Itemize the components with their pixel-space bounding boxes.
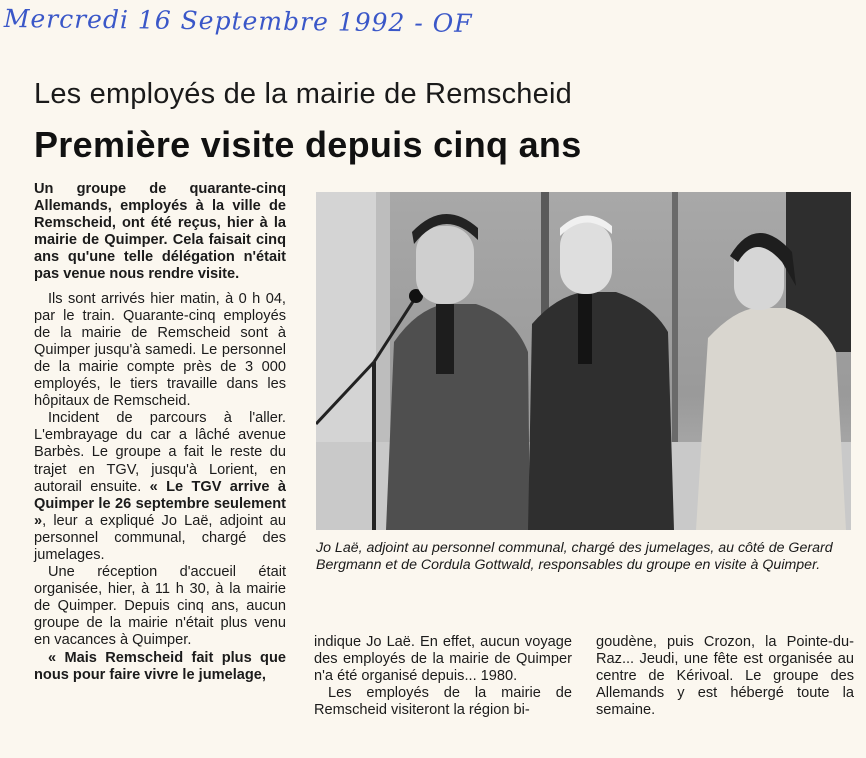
quote-tgv: « Le TGV arrive à Quimper le 26 septembre seulement » xyxy=(34,478,286,529)
article-lead: Un groupe de quarante-cinq Allemands, employés à la ville de Remscheid, ont été reçus, hier à la mairie de Quimper. Cela faisait cinq ans qu'une telle délégation n'était pas venue nous rendre visite. xyxy=(34,181,286,283)
paragraph-arrival: Ils sont arrivés hier matin, à 0 h 04, par le train. Quarante-cinq employés de la mairie de Remscheid sont à Quimper jusqu'à samedi. Le personnel de la mairie compte près de 3 000 employés, le tiers travaille dans les hôpitaux de Remscheid. xyxy=(34,290,286,410)
column-1 xyxy=(34,181,286,684)
photo-caption: Jo Laë, adjoint au personnel communal, chargé des jumelages, au côté de Gerard Bergmann et de Cordula Gottwald, responsables du groupe en visite à Quimper. xyxy=(316,540,833,574)
handwritten-date-note: Mercredi 16 Septembre 1992 - OF xyxy=(3,4,473,38)
photo-illustration xyxy=(316,192,851,530)
article-photo xyxy=(316,192,851,530)
column-2 xyxy=(314,634,572,719)
paragraph-reception: Une réception d'accueil était organisée, hier, à 11 h 30, à la mairie de Quimper. Depuis cinq ans, aucun groupe de la mairie n'était plus venu en vacances à Quimper. xyxy=(34,564,286,649)
quote-remscheid: « Mais Remscheid fait plus que nous pour faire vivre le jumelage, xyxy=(34,649,286,683)
paragraph-incident: Incident de parcours à l'aller. L'embrayage du car a lâché avenue Barbès. Le groupe a fait le reste du trajet en TGV, jusqu'à Lorient, en autorail ensuite. « Le TGV arrive à Quimper le 26 septembre seulement », leur a expliqué Jo Laë, adjoint au personnel communal, chargé des jumelages. xyxy=(34,410,286,563)
paragraph-visit-region: Les employés de la mairie de Remscheid visiteront la région bi- xyxy=(314,685,572,719)
paragraph-program: goudène, puis Crozon, la Pointe-du-Raz... Jeudi, une fête est organisée au centre de Kérivoal. Le groupe des Allemands y est hébergé toute la semaine. xyxy=(596,634,854,719)
article-kicker: Les employés de la mairie de Remscheid xyxy=(34,78,572,110)
article-headline: Première visite depuis cinq ans xyxy=(34,124,582,165)
column-3 xyxy=(596,634,854,719)
paragraph-jo-lae: indique Jo Laë. En effet, aucun voyage des employés de la mairie de Quimper n'a été organisé depuis... 1980. xyxy=(314,634,572,685)
